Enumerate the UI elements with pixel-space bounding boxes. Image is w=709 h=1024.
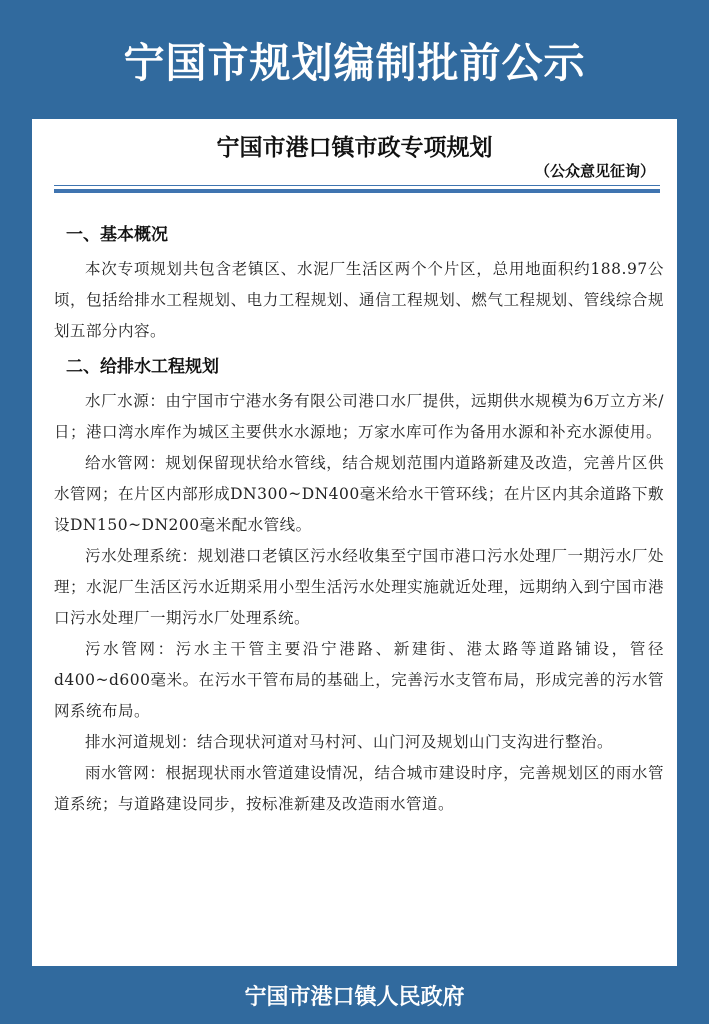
drainage-river-paragraph: 排水河道规划：结合现状河道对马村河、山门河及规划山门支沟进行整治。 — [85, 733, 614, 751]
title-divider-thin — [54, 185, 660, 186]
overview-paragraph: 本次专项规划共包含老镇区、水泥厂生活区两个个片区，总用地面积约188.97公顷，包括给排水工程规划、电力工程规划、通信工程规划、燃气工程规划、管线综合规划五部分内容。 — [54, 260, 664, 340]
title-divider-thick — [54, 189, 660, 193]
stormwater-network-paragraph: 雨水管网：根据现状雨水管道建设情况，结合城市建设时序，完善规划区的雨水管道系统；与道路建设同步，按标准新建及改造雨水管道。 — [54, 764, 664, 813]
section-gap — [54, 347, 664, 355]
document-body — [54, 223, 664, 820]
header-banner — [0, 0, 709, 118]
sewage-network-paragraph: 污水管网：污水主干管主要沿宁港路、新建街、港太路等道路铺设，管径d400~d600毫米。在污水干管布局的基础上，完善污水支管布局，形成完善的污水管网系统布局。 — [54, 640, 664, 720]
document-subtitle: （公众意见征询） — [534, 162, 655, 180]
issuer-footer: 宁国市港口镇人民政府 — [244, 985, 465, 1010]
water-supply-network-paragraph: 给水管网：规划保留现状给水管线，结合规划范围内道路新建及改造，完善片区供水管网；在片区内部形成DN300~DN400毫米给水干管环线；在片区内其余道路下敷设DN150~DN200毫米配水管线。 — [54, 454, 664, 534]
sewage-treatment-paragraph: 污水处理系统：规划港口老镇区污水经收集至宁国市港口污水处理厂一期污水厂处理；水泥厂生活区污水近期采用小型生活污水处理实施就近处理，远期纳入到宁国市港口污水处理厂一期污水厂处理系统。 — [54, 547, 664, 627]
document-title: 宁国市港口镇市政专项规划 — [216, 135, 493, 161]
water-source-paragraph: 水厂水源：由宁国市宁港水务有限公司港口水厂提供，远期供水规模为6万立方米/日；港口湾水库作为城区主要供水水源地；万家水库可作为备用水源和补充水源使用。 — [54, 392, 664, 441]
section-heading-overview: 一、基本概况 — [66, 225, 168, 245]
section-heading-water: 二、给排水工程规划 — [66, 357, 219, 377]
document-panel — [32, 119, 677, 966]
banner-title: 宁国市规划编制批前公示 — [123, 39, 586, 87]
